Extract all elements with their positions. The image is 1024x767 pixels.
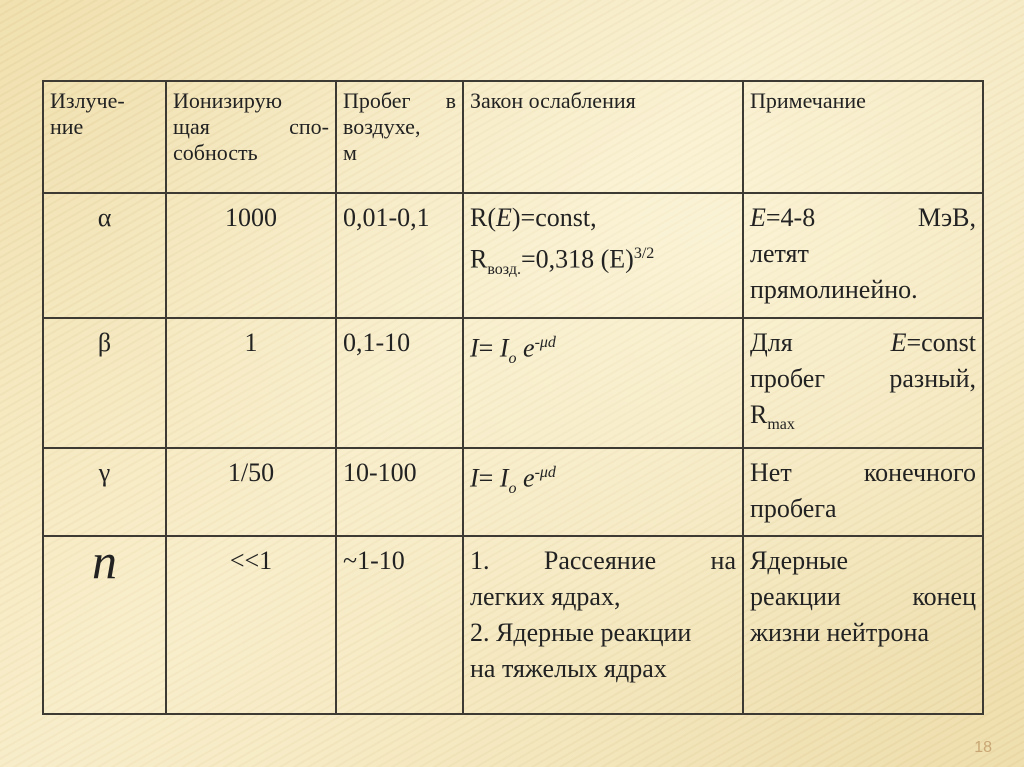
table-row-gamma [43,448,983,536]
range-cell: 10-100 [336,448,463,536]
header-range [336,81,463,193]
note-line: пробег разный, [750,364,976,393]
range-cell: 0,01-0,1 [336,193,463,318]
header-ionizing [166,81,336,193]
range-cell: ~1-10 [336,536,463,714]
ionizing-cell: 1000 [166,193,336,318]
ionizing-cell: 1/50 [166,448,336,536]
note-cell: Для E=const пробег разный, $R_{max}$ [743,318,983,448]
header-radiation: Излуче- ние [43,81,166,193]
table-row-neutron [43,536,983,714]
symbol-gamma: γ [43,448,166,536]
ionizing-cell: <<1 [166,536,336,714]
note-line: летят [750,239,809,268]
header-ionizing-line2: щая спо- [173,114,329,139]
symbol-neutron: n [43,536,166,714]
note-cell [743,448,983,536]
header-ionizing-line1: Ионизирую [173,88,283,113]
header-ionizing-line3: собность [173,140,258,165]
law-line: 1. Рассеяние на [470,546,736,576]
law-cell [463,536,743,714]
note-line: жизни нейтрона [750,618,929,648]
note-line: Ядерные [750,546,849,576]
header-range-line3: м [343,140,357,165]
header-range-line2: воздухе, [343,114,421,139]
law-line: на тяжелых ядрах [470,654,667,684]
page-number: 18 [974,739,992,756]
law-line: легких ядрах, [470,582,621,612]
note-line: пробега [750,494,837,524]
note-cell: E=4-8 МэВ, летят прямолинейно. [743,193,983,318]
table-row-beta [43,318,983,448]
law-cell: $I= I_o$ $e^{-\mu d}$ [463,448,743,536]
law-cell: R(E)=const, $R_{возд.}=0,318$ $(E)^{3/2}$ [463,193,743,318]
note-line: Нет конечного [750,458,976,488]
symbol-beta: β [43,318,166,448]
note-line: прямолинейно. [750,275,918,304]
range-cell: 0,1-10 [336,318,463,448]
header-row [43,81,983,193]
table-row-alpha [43,193,983,318]
header-note: Примечание [743,81,983,193]
radiation-table [42,80,984,715]
header-law: Закон ослабления [463,81,743,193]
law-line: 2. Ядерные реакции [470,618,692,648]
symbol-alpha: α [43,193,166,318]
note-cell [743,536,983,714]
note-line: реакции конец [750,582,976,612]
ionizing-cell: 1 [166,318,336,448]
law-cell: $I= I_o$ $e^{-\mu d}$ [463,318,743,448]
header-range-line1: Пробег в [343,88,456,113]
